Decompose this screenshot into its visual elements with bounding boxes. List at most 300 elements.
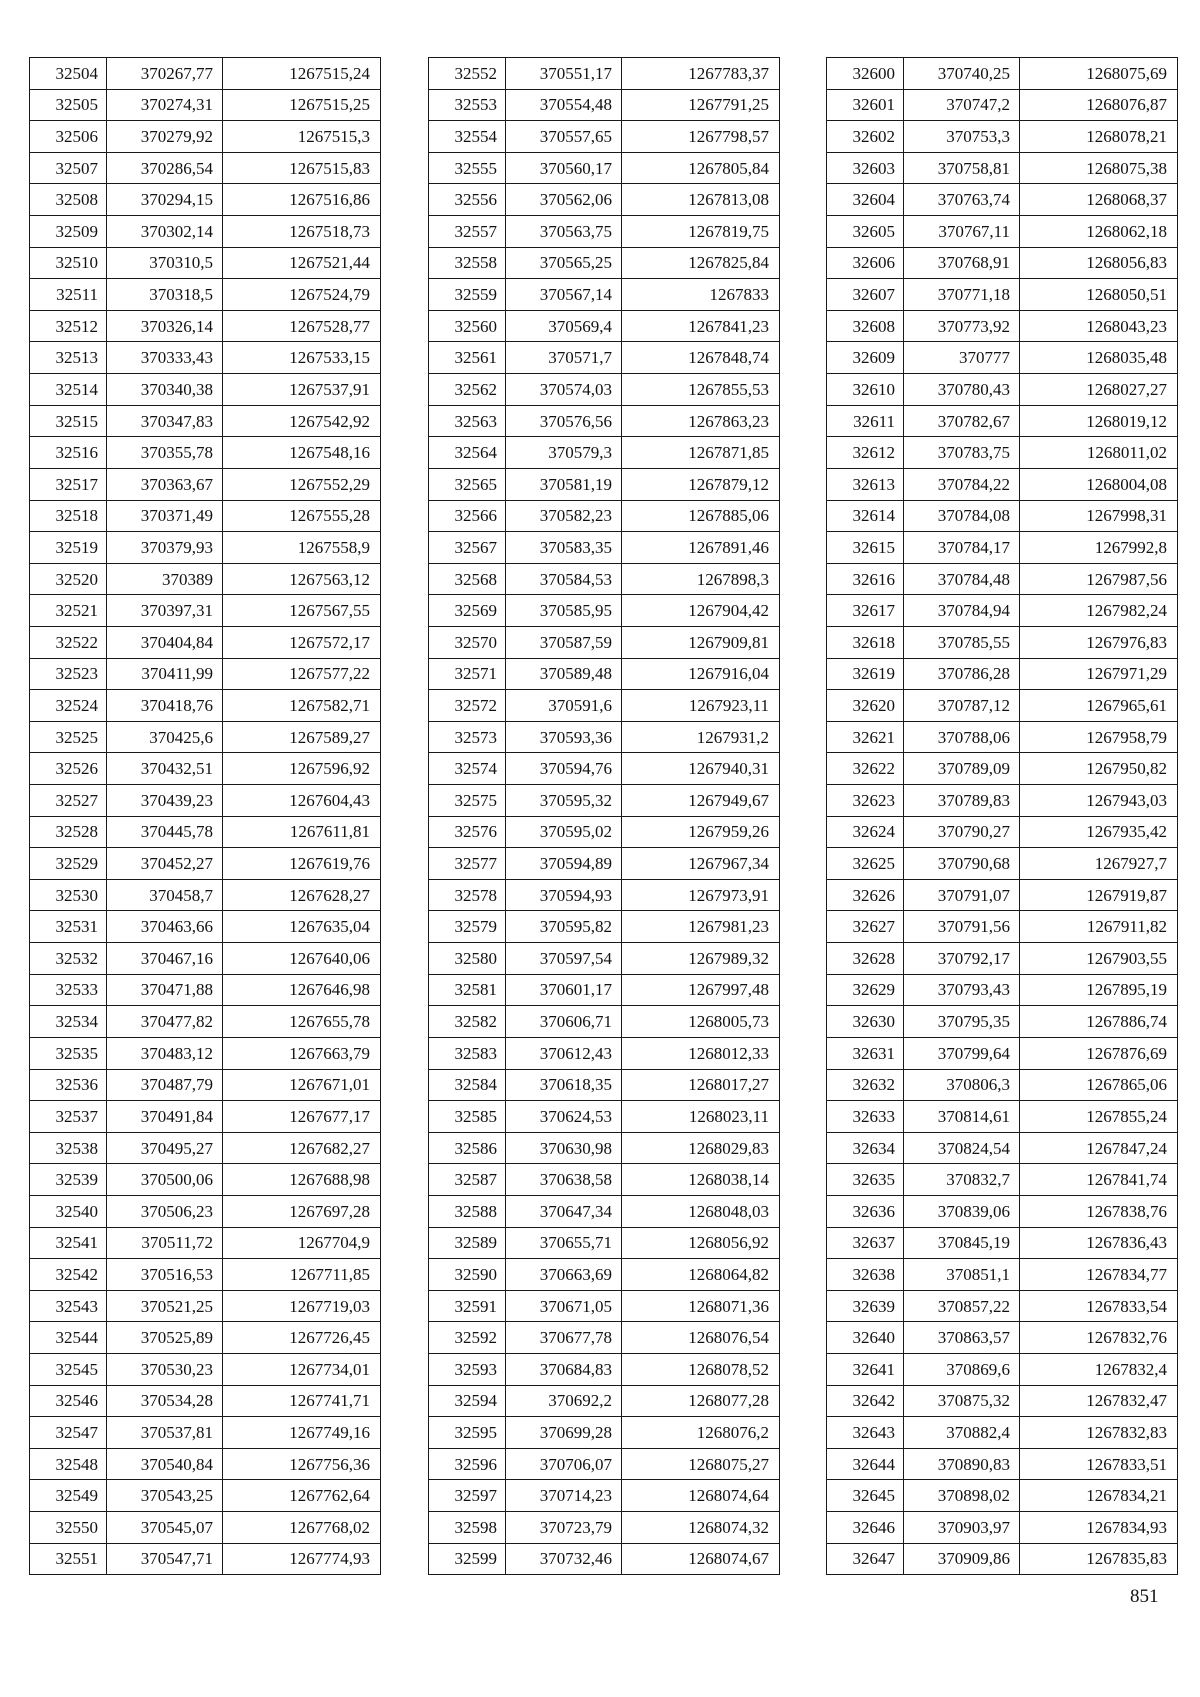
- point-number-cell: 32571: [429, 658, 506, 690]
- x-coordinate-cell: 370543,25: [107, 1480, 223, 1512]
- y-coordinate-cell: 1267768,02: [223, 1512, 381, 1544]
- point-number-cell: 32509: [30, 216, 107, 248]
- point-number-cell: 32637: [827, 1227, 904, 1259]
- x-coordinate-cell: 370286,54: [107, 152, 223, 184]
- x-coordinate-cell: 370554,48: [506, 89, 622, 121]
- table-row: [429, 1290, 780, 1322]
- y-coordinate-cell: 1267611,81: [223, 816, 381, 848]
- point-number-cell: 32617: [827, 595, 904, 627]
- table-row: [429, 1132, 780, 1164]
- x-coordinate-cell: 370333,43: [107, 342, 223, 374]
- point-number-cell: 32582: [429, 1006, 506, 1038]
- table-row: [30, 1037, 381, 1069]
- point-number-cell: 32517: [30, 468, 107, 500]
- x-coordinate-cell: 370777: [904, 342, 1020, 374]
- point-number-cell: 32535: [30, 1037, 107, 1069]
- page-number: 851: [1130, 1586, 1159, 1607]
- y-coordinate-cell: 1268064,82: [622, 1259, 780, 1291]
- y-coordinate-cell: 1267515,24: [223, 58, 381, 90]
- table-row: [30, 1101, 381, 1133]
- table-row: [30, 848, 381, 880]
- table-row: [429, 911, 780, 943]
- x-coordinate-cell: 370397,31: [107, 595, 223, 627]
- table-row: [827, 816, 1178, 848]
- table-row: [429, 974, 780, 1006]
- x-coordinate-cell: 370439,23: [107, 785, 223, 817]
- table-row: [827, 247, 1178, 279]
- y-coordinate-cell: 1267819,75: [622, 216, 780, 248]
- x-coordinate-cell: 370581,19: [506, 468, 622, 500]
- point-number-cell: 32621: [827, 721, 904, 753]
- x-coordinate-cell: 370863,57: [904, 1322, 1020, 1354]
- y-coordinate-cell: 1267998,31: [1020, 500, 1178, 532]
- table-row: [30, 563, 381, 595]
- point-number-cell: 32540: [30, 1195, 107, 1227]
- x-coordinate-cell: 370753,3: [904, 121, 1020, 153]
- x-coordinate-cell: 370547,71: [107, 1543, 223, 1575]
- point-number-cell: 32607: [827, 279, 904, 311]
- point-number-cell: 32528: [30, 816, 107, 848]
- x-coordinate-cell: 370340,38: [107, 374, 223, 406]
- table-row: [827, 658, 1178, 690]
- x-coordinate-cell: 370869,6: [904, 1353, 1020, 1385]
- table-row: [30, 500, 381, 532]
- point-number-cell: 32647: [827, 1543, 904, 1575]
- point-number-cell: 32559: [429, 279, 506, 311]
- point-number-cell: 32576: [429, 816, 506, 848]
- x-coordinate-cell: 370612,43: [506, 1037, 622, 1069]
- y-coordinate-cell: 1268062,18: [1020, 216, 1178, 248]
- table-row: [827, 500, 1178, 532]
- x-coordinate-cell: 370574,03: [506, 374, 622, 406]
- x-coordinate-cell: 370495,27: [107, 1132, 223, 1164]
- y-coordinate-cell: 1268038,14: [622, 1164, 780, 1196]
- x-coordinate-cell: 370511,72: [107, 1227, 223, 1259]
- x-coordinate-cell: 370768,91: [904, 247, 1020, 279]
- point-number-cell: 32581: [429, 974, 506, 1006]
- point-number-cell: 32508: [30, 184, 107, 216]
- x-coordinate-cell: 370452,27: [107, 848, 223, 880]
- x-coordinate-cell: 370467,16: [107, 943, 223, 975]
- table-row: [30, 1353, 381, 1385]
- point-number-cell: 32611: [827, 405, 904, 437]
- point-number-cell: 32545: [30, 1353, 107, 1385]
- y-coordinate-cell: 1267697,28: [223, 1195, 381, 1227]
- y-coordinate-cell: 1267909,81: [622, 626, 780, 658]
- x-coordinate-cell: 370786,28: [904, 658, 1020, 690]
- table-row: [429, 1353, 780, 1385]
- y-coordinate-cell: 1268005,73: [622, 1006, 780, 1038]
- y-coordinate-cell: 1267563,12: [223, 563, 381, 595]
- x-coordinate-cell: 370363,67: [107, 468, 223, 500]
- y-coordinate-cell: 1267895,19: [1020, 974, 1178, 1006]
- x-coordinate-cell: 370432,51: [107, 753, 223, 785]
- y-coordinate-cell: 1268004,08: [1020, 468, 1178, 500]
- y-coordinate-cell: 1268050,51: [1020, 279, 1178, 311]
- y-coordinate-cell: 1267836,43: [1020, 1227, 1178, 1259]
- y-coordinate-cell: 1267958,79: [1020, 721, 1178, 753]
- y-coordinate-cell: 1267833: [622, 279, 780, 311]
- y-coordinate-cell: 1268011,02: [1020, 437, 1178, 469]
- point-number-cell: 32598: [429, 1512, 506, 1544]
- table-row: [30, 1417, 381, 1449]
- table-row: [827, 785, 1178, 817]
- table-row: [827, 1353, 1178, 1385]
- x-coordinate-cell: 370594,93: [506, 879, 622, 911]
- table-row: [30, 753, 381, 785]
- y-coordinate-cell: 1267940,31: [622, 753, 780, 785]
- point-number-cell: 32578: [429, 879, 506, 911]
- point-number-cell: 32624: [827, 816, 904, 848]
- table-row: [429, 500, 780, 532]
- table-row: [827, 1480, 1178, 1512]
- point-number-cell: 32553: [429, 89, 506, 121]
- point-number-cell: 32555: [429, 152, 506, 184]
- y-coordinate-cell: 1267791,25: [622, 89, 780, 121]
- y-coordinate-cell: 1267863,23: [622, 405, 780, 437]
- point-number-cell: 32610: [827, 374, 904, 406]
- y-coordinate-cell: 1267981,23: [622, 911, 780, 943]
- y-coordinate-cell: 1268076,2: [622, 1417, 780, 1449]
- x-coordinate-cell: 370824,54: [904, 1132, 1020, 1164]
- y-coordinate-cell: 1267515,83: [223, 152, 381, 184]
- x-coordinate-cell: 370560,17: [506, 152, 622, 184]
- x-coordinate-cell: 370582,23: [506, 500, 622, 532]
- point-number-cell: 32515: [30, 405, 107, 437]
- table-row: [30, 1132, 381, 1164]
- table-row: [429, 658, 780, 690]
- y-coordinate-cell: 1267741,71: [223, 1385, 381, 1417]
- x-coordinate-cell: 370591,6: [506, 690, 622, 722]
- y-coordinate-cell: 1267871,85: [622, 437, 780, 469]
- point-number-cell: 32568: [429, 563, 506, 595]
- x-coordinate-cell: 370792,17: [904, 943, 1020, 975]
- y-coordinate-cell: 1267604,43: [223, 785, 381, 817]
- point-number-cell: 32511: [30, 279, 107, 311]
- point-number-cell: 32550: [30, 1512, 107, 1544]
- point-number-cell: 32574: [429, 753, 506, 785]
- point-number-cell: 32562: [429, 374, 506, 406]
- y-coordinate-cell: 1268017,27: [622, 1069, 780, 1101]
- x-coordinate-cell: 370791,07: [904, 879, 1020, 911]
- point-number-cell: 32564: [429, 437, 506, 469]
- point-number-cell: 32603: [827, 152, 904, 184]
- table-row: [429, 595, 780, 627]
- y-coordinate-cell: 1267734,01: [223, 1353, 381, 1385]
- x-coordinate-cell: 370267,77: [107, 58, 223, 90]
- table-row: [429, 342, 780, 374]
- y-coordinate-cell: 1267671,01: [223, 1069, 381, 1101]
- x-coordinate-cell: 370601,17: [506, 974, 622, 1006]
- point-number-cell: 32605: [827, 216, 904, 248]
- table-row: [827, 279, 1178, 311]
- y-coordinate-cell: 1267762,64: [223, 1480, 381, 1512]
- x-coordinate-cell: 370875,32: [904, 1385, 1020, 1417]
- x-coordinate-cell: 370785,55: [904, 626, 1020, 658]
- point-number-cell: 32554: [429, 121, 506, 153]
- y-coordinate-cell: 1267987,56: [1020, 563, 1178, 595]
- y-coordinate-cell: 1267919,87: [1020, 879, 1178, 911]
- x-coordinate-cell: 370706,07: [506, 1448, 622, 1480]
- point-number-cell: 32586: [429, 1132, 506, 1164]
- point-number-cell: 32569: [429, 595, 506, 627]
- table-row: [30, 911, 381, 943]
- y-coordinate-cell: 1268019,12: [1020, 405, 1178, 437]
- x-coordinate-cell: 370425,6: [107, 721, 223, 753]
- table-row: [827, 1132, 1178, 1164]
- table-row: [827, 1543, 1178, 1575]
- y-coordinate-cell: 1268071,36: [622, 1290, 780, 1322]
- y-coordinate-cell: 1267833,54: [1020, 1290, 1178, 1322]
- point-number-cell: 32587: [429, 1164, 506, 1196]
- table-row: [30, 1385, 381, 1417]
- point-number-cell: 32516: [30, 437, 107, 469]
- point-number-cell: 32596: [429, 1448, 506, 1480]
- x-coordinate-cell: 370606,71: [506, 1006, 622, 1038]
- table-row: [30, 58, 381, 90]
- y-coordinate-cell: 1267524,79: [223, 279, 381, 311]
- y-coordinate-cell: 1268078,21: [1020, 121, 1178, 153]
- x-coordinate-cell: 370740,25: [904, 58, 1020, 90]
- table-row: [429, 1037, 780, 1069]
- point-number-cell: 32523: [30, 658, 107, 690]
- coordinates-table-2: [428, 57, 780, 1575]
- table-row: [30, 279, 381, 311]
- point-number-cell: 32549: [30, 1480, 107, 1512]
- x-coordinate-cell: 370595,82: [506, 911, 622, 943]
- table-row: [429, 721, 780, 753]
- x-coordinate-cell: 370903,97: [904, 1512, 1020, 1544]
- point-number-cell: 32507: [30, 152, 107, 184]
- y-coordinate-cell: 1267865,06: [1020, 1069, 1178, 1101]
- table-row: [429, 121, 780, 153]
- y-coordinate-cell: 1267577,22: [223, 658, 381, 690]
- y-coordinate-cell: 1267567,55: [223, 595, 381, 627]
- point-number-cell: 32631: [827, 1037, 904, 1069]
- point-number-cell: 32646: [827, 1512, 904, 1544]
- y-coordinate-cell: 1267756,36: [223, 1448, 381, 1480]
- table-row: [429, 184, 780, 216]
- x-coordinate-cell: 370692,2: [506, 1385, 622, 1417]
- y-coordinate-cell: 1267832,83: [1020, 1417, 1178, 1449]
- y-coordinate-cell: 1267515,25: [223, 89, 381, 121]
- table-row: [827, 468, 1178, 500]
- table-row: [827, 89, 1178, 121]
- x-coordinate-cell: 370279,92: [107, 121, 223, 153]
- x-coordinate-cell: 370411,99: [107, 658, 223, 690]
- table-row: [827, 595, 1178, 627]
- y-coordinate-cell: 1267848,74: [622, 342, 780, 374]
- point-number-cell: 32519: [30, 532, 107, 564]
- y-coordinate-cell: 1267841,74: [1020, 1164, 1178, 1196]
- y-coordinate-cell: 1267774,93: [223, 1543, 381, 1575]
- table-row: [429, 1259, 780, 1291]
- table-row: [30, 1006, 381, 1038]
- table-row: [827, 437, 1178, 469]
- point-number-cell: 32557: [429, 216, 506, 248]
- x-coordinate-cell: 370771,18: [904, 279, 1020, 311]
- x-coordinate-cell: 370595,02: [506, 816, 622, 848]
- point-number-cell: 32567: [429, 532, 506, 564]
- y-coordinate-cell: 1268056,83: [1020, 247, 1178, 279]
- x-coordinate-cell: 370630,98: [506, 1132, 622, 1164]
- x-coordinate-cell: 370767,11: [904, 216, 1020, 248]
- table-row: [30, 1290, 381, 1322]
- point-number-cell: 32614: [827, 500, 904, 532]
- point-number-cell: 32530: [30, 879, 107, 911]
- y-coordinate-cell: 1267663,79: [223, 1037, 381, 1069]
- point-number-cell: 32552: [429, 58, 506, 90]
- point-number-cell: 32591: [429, 1290, 506, 1322]
- x-coordinate-cell: 370583,35: [506, 532, 622, 564]
- table-row: [827, 1322, 1178, 1354]
- table-row: [429, 58, 780, 90]
- x-coordinate-cell: 370655,71: [506, 1227, 622, 1259]
- point-number-cell: 32573: [429, 721, 506, 753]
- x-coordinate-cell: 370647,34: [506, 1195, 622, 1227]
- point-number-cell: 32565: [429, 468, 506, 500]
- point-number-cell: 32572: [429, 690, 506, 722]
- y-coordinate-cell: 1267711,85: [223, 1259, 381, 1291]
- table-row: [827, 342, 1178, 374]
- x-coordinate-cell: 370540,84: [107, 1448, 223, 1480]
- x-coordinate-cell: 370723,79: [506, 1512, 622, 1544]
- table-row: [30, 468, 381, 500]
- table-row: [429, 626, 780, 658]
- x-coordinate-cell: 370562,06: [506, 184, 622, 216]
- table-row: [30, 595, 381, 627]
- table-row: [827, 690, 1178, 722]
- table-row: [30, 1512, 381, 1544]
- point-number-cell: 32609: [827, 342, 904, 374]
- table-row: [30, 879, 381, 911]
- y-coordinate-cell: 1267552,29: [223, 468, 381, 500]
- y-coordinate-cell: 1267950,82: [1020, 753, 1178, 785]
- y-coordinate-cell: 1267976,83: [1020, 626, 1178, 658]
- table-row: [429, 279, 780, 311]
- point-number-cell: 32580: [429, 943, 506, 975]
- point-number-cell: 32635: [827, 1164, 904, 1196]
- point-number-cell: 32560: [429, 310, 506, 342]
- y-coordinate-cell: 1267628,27: [223, 879, 381, 911]
- y-coordinate-cell: 1267619,76: [223, 848, 381, 880]
- x-coordinate-cell: 370788,06: [904, 721, 1020, 753]
- y-coordinate-cell: 1267876,69: [1020, 1037, 1178, 1069]
- table-row: [30, 1164, 381, 1196]
- point-number-cell: 32513: [30, 342, 107, 374]
- y-coordinate-cell: 1268074,67: [622, 1543, 780, 1575]
- point-number-cell: 32619: [827, 658, 904, 690]
- y-coordinate-cell: 1267542,92: [223, 405, 381, 437]
- point-number-cell: 32539: [30, 1164, 107, 1196]
- y-coordinate-cell: 1267677,17: [223, 1101, 381, 1133]
- y-coordinate-cell: 1267548,16: [223, 437, 381, 469]
- table-row: [30, 405, 381, 437]
- x-coordinate-cell: 370793,43: [904, 974, 1020, 1006]
- x-coordinate-cell: 370525,89: [107, 1322, 223, 1354]
- table-row: [30, 437, 381, 469]
- table-row: [827, 374, 1178, 406]
- point-number-cell: 32514: [30, 374, 107, 406]
- x-coordinate-cell: 370565,25: [506, 247, 622, 279]
- x-coordinate-cell: 370594,89: [506, 848, 622, 880]
- y-coordinate-cell: 1267655,78: [223, 1006, 381, 1038]
- table-row: [429, 1385, 780, 1417]
- y-coordinate-cell: 1268075,27: [622, 1448, 780, 1480]
- table-row: [429, 374, 780, 406]
- point-number-cell: 32644: [827, 1448, 904, 1480]
- point-number-cell: 32599: [429, 1543, 506, 1575]
- table-row: [429, 879, 780, 911]
- x-coordinate-cell: 370773,92: [904, 310, 1020, 342]
- point-number-cell: 32505: [30, 89, 107, 121]
- y-coordinate-cell: 1267886,74: [1020, 1006, 1178, 1038]
- y-coordinate-cell: 1267832,4: [1020, 1353, 1178, 1385]
- table-row: [429, 1195, 780, 1227]
- point-number-cell: 32546: [30, 1385, 107, 1417]
- x-coordinate-cell: 370584,53: [506, 563, 622, 595]
- table-row: [429, 753, 780, 785]
- y-coordinate-cell: 1268078,52: [622, 1353, 780, 1385]
- y-coordinate-cell: 1267841,23: [622, 310, 780, 342]
- y-coordinate-cell: 1267533,15: [223, 342, 381, 374]
- point-number-cell: 32589: [429, 1227, 506, 1259]
- y-coordinate-cell: 1267572,17: [223, 626, 381, 658]
- point-number-cell: 32634: [827, 1132, 904, 1164]
- point-number-cell: 32641: [827, 1353, 904, 1385]
- table-row: [429, 1448, 780, 1480]
- point-number-cell: 32548: [30, 1448, 107, 1480]
- y-coordinate-cell: 1268023,11: [622, 1101, 780, 1133]
- x-coordinate-cell: 370274,31: [107, 89, 223, 121]
- point-number-cell: 32570: [429, 626, 506, 658]
- table-row: [429, 468, 780, 500]
- table-row: [30, 721, 381, 753]
- point-number-cell: 32595: [429, 1417, 506, 1449]
- table-row: [429, 216, 780, 248]
- y-coordinate-cell: 1267783,37: [622, 58, 780, 90]
- y-coordinate-cell: 1268035,48: [1020, 342, 1178, 374]
- point-number-cell: 32620: [827, 690, 904, 722]
- x-coordinate-cell: 370458,7: [107, 879, 223, 911]
- x-coordinate-cell: 370326,14: [107, 310, 223, 342]
- y-coordinate-cell: 1267971,29: [1020, 658, 1178, 690]
- point-number-cell: 32529: [30, 848, 107, 880]
- x-coordinate-cell: 370663,69: [506, 1259, 622, 1291]
- y-coordinate-cell: 1268076,87: [1020, 89, 1178, 121]
- x-coordinate-cell: 370909,86: [904, 1543, 1020, 1575]
- y-coordinate-cell: 1267935,42: [1020, 816, 1178, 848]
- table-row: [429, 1417, 780, 1449]
- point-number-cell: 32585: [429, 1101, 506, 1133]
- point-number-cell: 32544: [30, 1322, 107, 1354]
- point-number-cell: 32510: [30, 247, 107, 279]
- y-coordinate-cell: 1267726,45: [223, 1322, 381, 1354]
- x-coordinate-cell: 370569,4: [506, 310, 622, 342]
- x-coordinate-cell: 370463,66: [107, 911, 223, 943]
- table-row: [827, 563, 1178, 595]
- x-coordinate-cell: 370784,22: [904, 468, 1020, 500]
- x-coordinate-cell: 370832,7: [904, 1164, 1020, 1196]
- x-coordinate-cell: 370521,25: [107, 1290, 223, 1322]
- table-row: [30, 532, 381, 564]
- x-coordinate-cell: 370845,19: [904, 1227, 1020, 1259]
- y-coordinate-cell: 1267997,48: [622, 974, 780, 1006]
- x-coordinate-cell: 370579,3: [506, 437, 622, 469]
- table-row: [827, 1385, 1178, 1417]
- x-coordinate-cell: 370477,82: [107, 1006, 223, 1038]
- point-number-cell: 32600: [827, 58, 904, 90]
